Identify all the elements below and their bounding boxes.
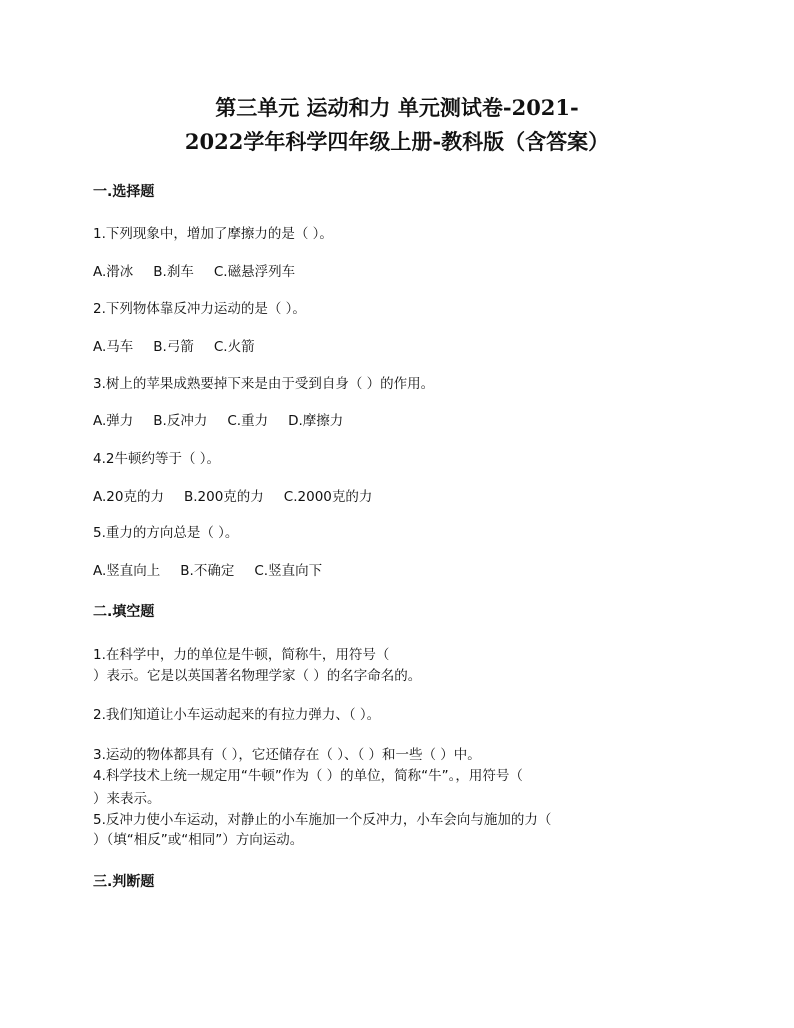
fill-line: ）表示。它是以英国著名物理学家（ ）的名字命名的。 — [93, 668, 422, 684]
question-5-text: 5.重力的方向总是（ ）。 — [93, 525, 239, 541]
option-d: D.摩擦力 — [288, 413, 344, 429]
option-c: C.磁悬浮列车 — [213, 264, 296, 280]
fill-line: 3.运动的物体都具有（ ），它还储存在（ ）、（ ）和一些（ ）中。 — [93, 747, 481, 763]
option-b: B.反冲力 — [153, 413, 208, 429]
fill-line: ）（填“相反”或“相同”）方向运动。 — [93, 832, 304, 848]
question-3-text: 3.树上的苹果成熟要掉下来是由于受到自身（ ）的作用。 — [93, 376, 435, 392]
section-heading-fill: 二.填空题 — [93, 604, 155, 620]
document-title-line-1: 第三单元 运动和力 单元测试卷-2021- — [215, 95, 579, 120]
fill-line: 5.反冲力使小车运动，对静止的小车施加一个反冲力，小车会向与施加的力（ — [93, 812, 552, 828]
option-b: B.200克的力 — [183, 489, 264, 505]
question-1-options — [93, 263, 295, 281]
question-5-options — [93, 562, 322, 580]
option-a: A.马车 — [93, 339, 134, 355]
question-2-text: 2.下列物体靠反冲力运动的是（ ）。 — [93, 301, 306, 317]
section-heading-judge: 三.判断题 — [93, 874, 155, 890]
option-a: A.竖直向上 — [93, 563, 161, 579]
section-heading-choice: 一.选择题 — [93, 184, 155, 200]
option-c: C.2000克的力 — [283, 489, 373, 505]
question-3-options — [93, 412, 343, 430]
question-4-text: 4.2牛顿约等于（ ）。 — [93, 451, 221, 467]
document-title-line-2: 2022学年科学四年级上册-教科版（含答案） — [184, 129, 610, 154]
option-a: A.弹力 — [93, 413, 134, 429]
question-2-options — [93, 338, 255, 356]
fill-line: 1.在科学中，力的单位是牛顿，简称牛，用符号（ — [93, 647, 390, 663]
option-b: B.不确定 — [180, 563, 235, 579]
option-c: C.重力 — [227, 413, 269, 429]
fill-line: ）来表示。 — [93, 791, 161, 807]
option-b: B.刹车 — [153, 264, 194, 280]
option-a: A.滑冰 — [93, 264, 134, 280]
option-c: C.竖直向下 — [254, 563, 323, 579]
option-a: A.20克的力 — [93, 489, 164, 505]
question-4-options — [93, 488, 372, 506]
fill-line: 2.我们知道让小车运动起来的有拉力弹力、（ ）。 — [93, 707, 381, 723]
option-b: B.弓箭 — [153, 339, 194, 355]
fill-line: 4.科学技术上统一规定用“牛顿”作为（ ）的单位，简称“牛”。，用符号（ — [93, 768, 523, 784]
option-c: C.火箭 — [213, 339, 255, 355]
question-1-text: 1.下列现象中，增加了摩擦力的是（ ）。 — [93, 226, 333, 242]
